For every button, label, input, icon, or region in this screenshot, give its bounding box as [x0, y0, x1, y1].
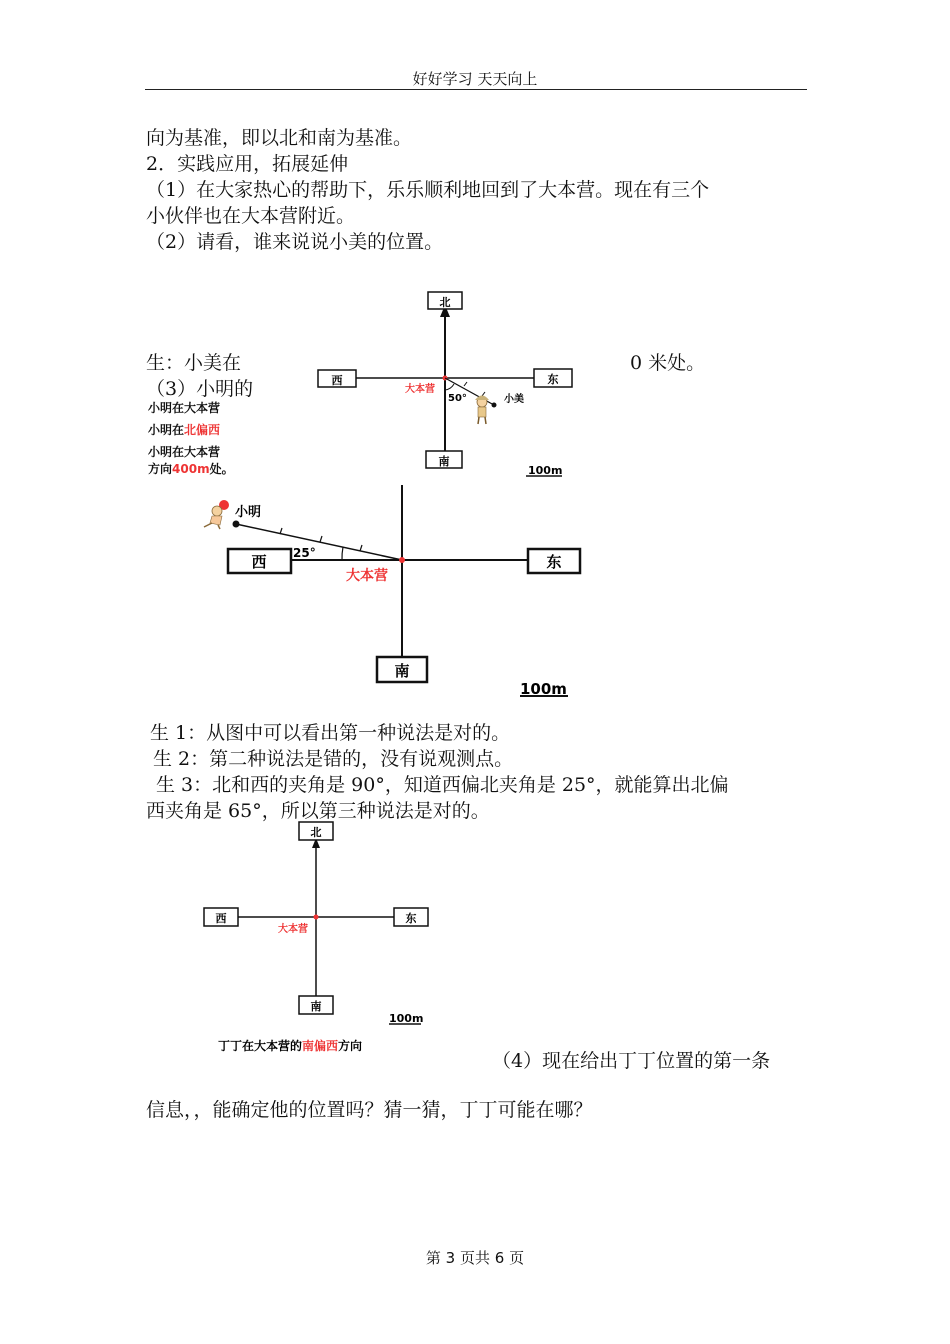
student-answer-2: 生 2：第二种说法是错的，没有说观测点。 [153, 748, 514, 770]
student-answer-1: 生 1：从图中可以看出第一种说法是对的。 [150, 722, 511, 744]
angle-label: 25° [293, 546, 316, 560]
paragraph-2: 2．实践应用，拓展延伸 [146, 153, 349, 175]
scale-label: 100m [389, 1012, 424, 1025]
question-4-line-2: 信息，，能确定他的位置吗？猜一猜，丁丁可能在哪？ [146, 1099, 593, 1121]
paragraph-3: （1）在大家热心的帮助下，乐乐顺利地回到了大本营。现在有三个 [146, 179, 710, 201]
paragraph-1: 向为基准，即以北和南为基准。 [146, 127, 413, 149]
west-label: 西 [331, 374, 343, 387]
answer-xiaomei-start: 生：小美在 [146, 352, 242, 374]
south-label: 南 [438, 455, 450, 468]
xiaomei-label: 小美 [504, 394, 524, 405]
diagram-xiaoming [190, 485, 610, 700]
header-rule [145, 89, 807, 90]
west-label: 西 [251, 553, 267, 571]
north-label: 北 [439, 296, 451, 309]
east-label: 东 [405, 912, 417, 925]
xiaoming-label: 小明 [235, 505, 262, 520]
answer-xiaomei-end: 0 米处。 [630, 352, 706, 374]
page-header: 好好学习 天天向上 [412, 70, 538, 88]
angle-label: 50° [448, 393, 467, 404]
xiaoming-point [233, 521, 240, 528]
xiaoming-figure-icon [204, 500, 229, 529]
scale-label: 100m [528, 464, 563, 477]
paragraph-5: （2）请看，谁来说说小美的位置。 [146, 231, 444, 253]
page-footer: 第 3 页共 6 页 [425, 1249, 525, 1267]
paragraph-4: 小伙伴也在大本营附近。 [146, 205, 356, 227]
west-label: 西 [215, 912, 227, 925]
camp-label: 大本营 [346, 568, 388, 584]
diagram-dingding [196, 820, 466, 1060]
question-xiaoming: （3）小明的 [146, 378, 254, 400]
south-label: 南 [310, 1000, 322, 1013]
student-answer-3a: 生 3：北和西的夹角是 90°，知道西偏北夹角是 25°，就能算出北偏 [156, 774, 729, 796]
north-label: 北 [310, 826, 322, 839]
east-label: 东 [546, 553, 562, 571]
snippet-line-1: 小明在大本营 [148, 401, 221, 415]
east-label: 东 [547, 373, 559, 386]
dingding-caption: 丁丁在大本营的南偏西方向 [218, 1039, 363, 1053]
snippet-line-3: 小明在大本营 [148, 445, 221, 459]
student-answer-3b: 西夹角是 65°，所以第三种说法是对的。 [146, 800, 490, 822]
south-label: 南 [394, 662, 410, 680]
tick-2 [320, 536, 322, 542]
camp-point [314, 915, 319, 920]
xiaomei-point [492, 403, 497, 408]
camp-label: 大本营 [405, 384, 435, 395]
question-4-line-1: （4）现在给出丁丁位置的第一条 [492, 1050, 771, 1072]
scale-label: 100m [520, 680, 567, 698]
tick-1 [360, 545, 362, 551]
camp-point [399, 557, 405, 563]
diagram-xiaomei [270, 285, 630, 485]
snippet-line-2: 小明在北偏西 [148, 423, 221, 437]
angle-arc [342, 547, 343, 560]
snippet-line-4: 方向400m处。 [148, 462, 234, 476]
camp-label: 大本营 [278, 924, 308, 935]
